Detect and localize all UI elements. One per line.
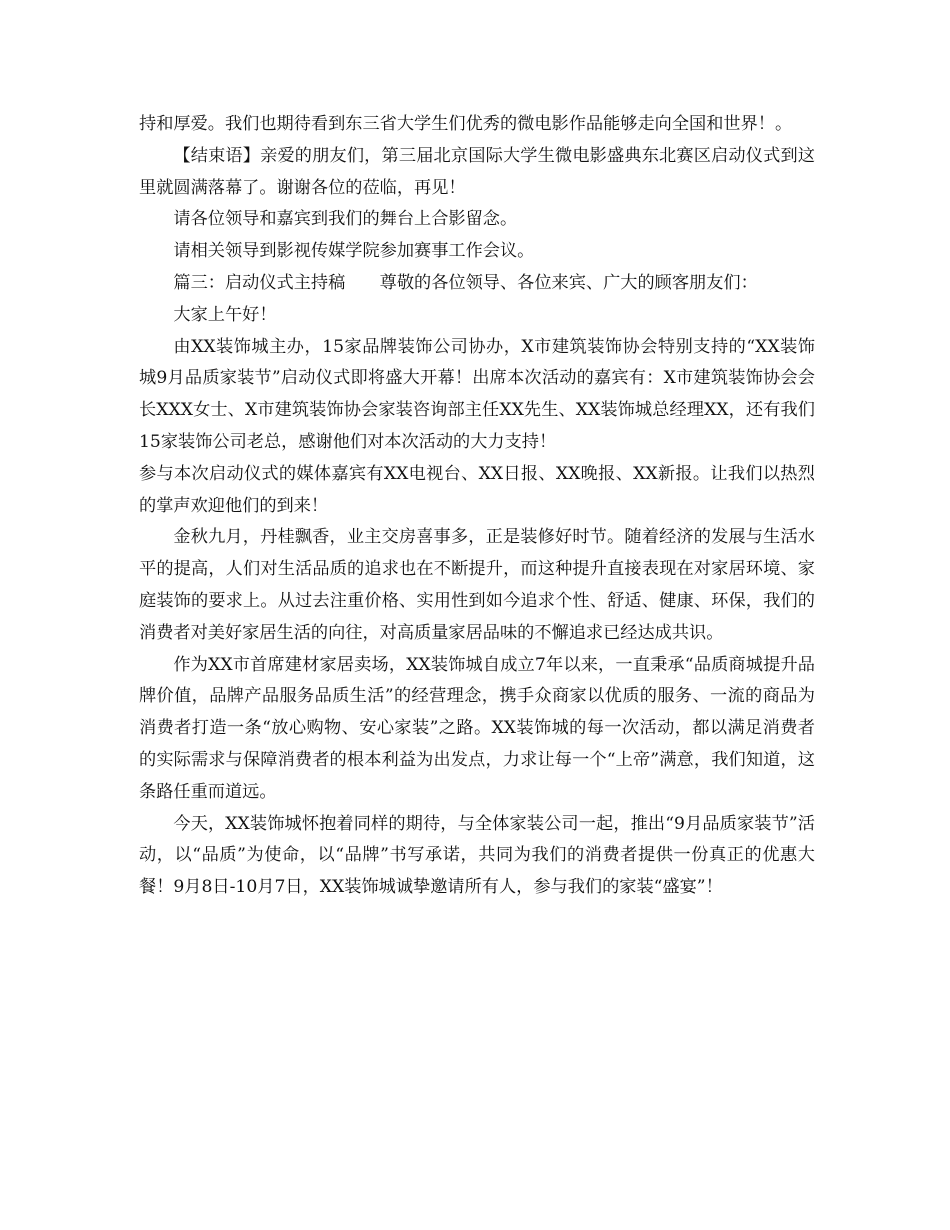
paragraph-opening: 由XX装饰城主办，15家品牌装饰公司协办，X市建筑装饰协会特别支持的“XX装饰城9月品质家装节”启动仪式即将盛大开幕！出席本次活动的嘉宾有：X市建筑装饰协会会长XXX女士、X市建筑装饰协会家装咨询部主任XX先生、XX装饰城总经理XX，还有我们15家装饰公司老总，感谢他们对本次活动的大力支持！ <box>139 336 815 452</box>
paragraph-media-guests: 参与本次启动仪式的媒体嘉宾有XX电视台、XX日报、XX晚报、XX新报。让我们以热烈的掌声欢迎他们的到来！ <box>139 463 815 516</box>
paragraph-autumn: 金秋九月，丹桂飘香，业主交房喜事多，正是装修好时节。随着经济的发展与生活水平的提高，人们对生活品质的追求也在不断提升，而这种提升直接表现在对家居环境、家庭装饰的要求上。从过去注重价格、实用性到如今追求个性、舒适、健康、环保，我们的消费者对美好家居生活的向往，对高质量家居品味的不懈追求已经达成共识。 <box>139 527 815 643</box>
section-heading: 篇三：启动仪式主持稿 <box>173 272 346 293</box>
paragraph-closing-remarks: 【结束语】亲爱的朋友们，第三届北京国际大学生微电影盛典东北赛区启动仪式到这里就圆满落幕了。谢谢各位的莅临，再见！ <box>139 145 815 198</box>
section-greeting: 尊敬的各位领导、各位来宾、广大的顾客朋友们： <box>379 272 758 293</box>
paragraph-market-intro: 作为XX市首席建材家居卖场，XX装饰城自成立7年以来，一直秉承“品质商城提升品牌价值，品牌产品服务品质生活”的经营理念，携手众商家以优质的服务、一流的商品为消费者打造一条“放心购物、安心家装”之路。XX装饰城的每一次活动，都以满足消费者的实际需求与保障消费者的根本利益为出发点，力求让每一个“上帝”满意，我们知道，这条路任重而道远。 <box>139 654 815 802</box>
section-heading-line <box>139 268 815 300</box>
paragraph-work-meeting: 请相关领导到影视传媒学院参加赛事工作会议。 <box>173 241 535 262</box>
paragraph-continuation: 持和厚爱。我们也期待看到东三省大学生们优秀的微电影作品能够走向全国和世界！。 <box>139 114 793 134</box>
paragraph-good-morning: 大家上午好！ <box>173 304 277 325</box>
paragraph-group-photo: 请各位领导和嘉宾到我们的舞台上合影留念。 <box>173 209 518 230</box>
paragraph-festival: 今天，XX装饰城怀抱着同样的期待，与全体家装公司一起，推出“9月品质家装节”活动，以“品质”为使命，以“品牌”书写承诺，共同为我们的消费者提供一份真正的优惠大餐！9月8日-10月7日，XX装饰城诚挚邀请所有人，参与我们的家装“盛宴”！ <box>139 813 815 898</box>
document-body <box>139 109 815 904</box>
